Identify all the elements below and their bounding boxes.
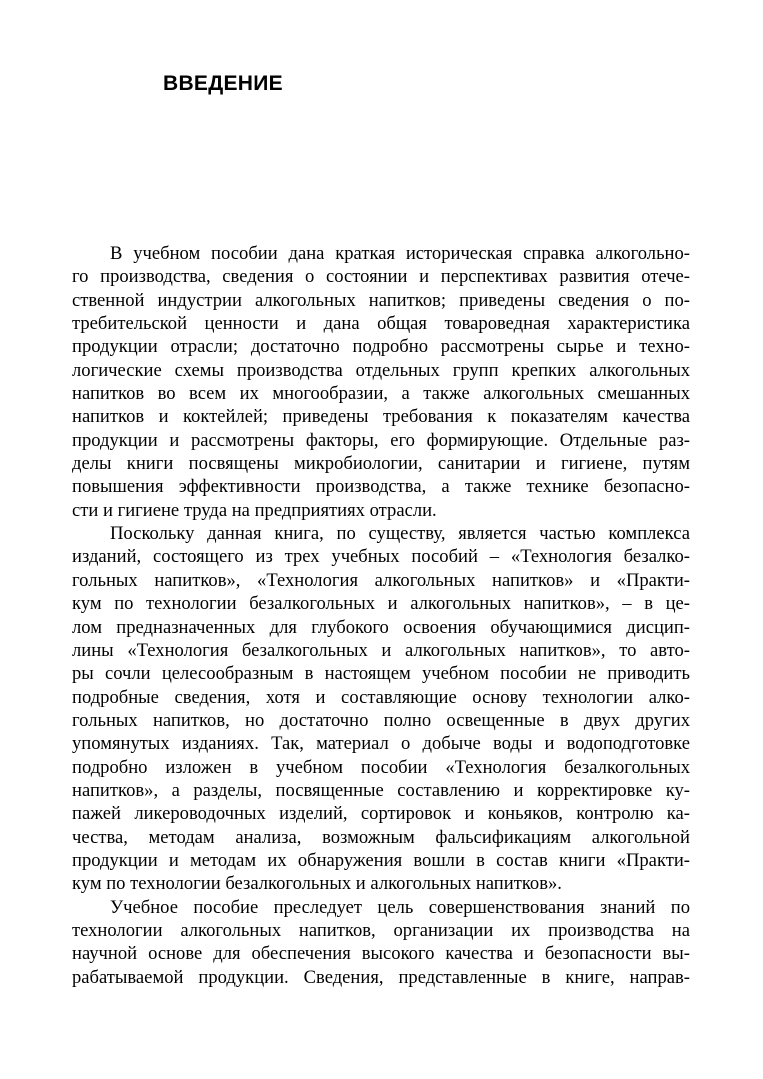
text-line: технологии алкогольных напитков, организации их производства на — [72, 919, 690, 941]
text-line: лом предназначенных для глубокого освоения обучающимися дисцип- — [72, 616, 690, 638]
page-title: ВВЕДЕНИЕ — [163, 72, 283, 95]
paragraph-2 — [72, 522, 690, 896]
text-line: кум по технологии безалкогольных и алкогольных напитков». — [72, 873, 562, 895]
text-line: Поскольку данная книга, по существу, является частью комплекса — [110, 523, 690, 545]
text-line: логические схемы производства отдельных групп крепких алкогольных — [72, 359, 690, 381]
text-line: В учебном пособии дана краткая историческая справка алкогольно- — [110, 243, 690, 264]
body-text — [72, 242, 690, 989]
text-line: подробные сведения, хотя и составляющие основу технологии алко- — [72, 686, 690, 708]
text-line: лины «Технология безалкогольных и алкогольных напитков», то авто- — [72, 639, 690, 661]
text-line: повышения эффективности производства, а также технике безопасно- — [72, 476, 690, 498]
text-line: ственной индустрии алкогольных напитков; приведены сведения о по- — [72, 289, 690, 311]
text-line: ры сочли целесообразным в настоящем учебном пособии не приводить — [72, 663, 690, 685]
text-line: напитков во всем их многообразии, а также алкогольных смешанных — [72, 383, 690, 405]
text-line: упомянутых изданиях. Так, материал о добыче воды и водоподготовке — [72, 733, 690, 755]
text-line: го производства, сведения о состоянии и перспективах развития отече- — [72, 266, 690, 288]
text-line: гольных напитков, но достаточно полно освещенные в двух других — [72, 709, 690, 731]
text-line: делы книги посвящены микробиологии, санитарии и гигиене, путям — [72, 453, 690, 475]
text-line: подробно изложен в учебном пособии «Технология безалкогольных — [72, 756, 690, 778]
text-line: научной основе для обеспечения высокого качества и безопасности вы- — [72, 943, 690, 965]
text-line: рабатываемой продукции. Сведения, представленные в книге, направ- — [72, 966, 690, 988]
text-line: напитков», а разделы, посвященные составлению и корректировке ку- — [72, 779, 690, 801]
text-line: продукции отрасли; достаточно подробно рассмотрены сырье и техно- — [72, 336, 690, 358]
text-line: продукции и методам их обнаружения вошли в состав книги «Практи- — [72, 849, 690, 871]
text-line: пажей ликероводочных изделий, сортировок и коньяков, контролю ка- — [72, 803, 690, 825]
text-line: продукции и рассмотрены факторы, его формирующие. Отдельные раз- — [72, 429, 690, 451]
text-line: чества, методам анализа, возможным фальсификациям алкогольной — [72, 826, 690, 848]
text-line: напитков и коктейлей; приведены требования к показателям качества — [72, 406, 690, 428]
text-line: изданий, состоящего из трех учебных пособий – «Технология безалко- — [72, 546, 690, 568]
text-line: Учебное пособие преследует цель совершенствования знаний по — [110, 896, 690, 918]
text-line: сти и гигиене труда на предприятиях отрасли. — [72, 499, 437, 521]
text-line: кум по технологии безалкогольных и алкогольных напитков», – в це- — [72, 593, 690, 615]
paragraph-1 — [72, 242, 690, 522]
text-line: гольных напитков», «Технология алкогольных напитков» и «Практи- — [72, 569, 690, 591]
text-line: требительской ценности и дана общая товароведная характеристика — [72, 313, 690, 335]
paragraph-3 — [72, 896, 690, 989]
